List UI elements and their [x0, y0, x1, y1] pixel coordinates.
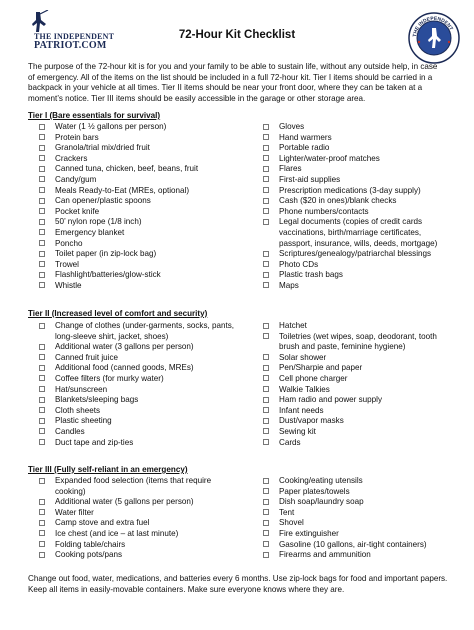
checklist-item[interactable]: [28, 395, 238, 406]
checklist-item-label: Coffee filters (for murky water): [55, 373, 164, 383]
checklist-item[interactable]: [252, 217, 452, 249]
checkbox[interactable]: [263, 509, 269, 515]
checkbox[interactable]: [39, 251, 45, 257]
checkbox[interactable]: [39, 439, 45, 445]
checkbox[interactable]: [263, 530, 269, 536]
checklist-item[interactable]: [28, 321, 238, 342]
checklist-item[interactable]: [252, 321, 452, 332]
checklist-item-label: Firearms and ammunition: [279, 550, 371, 560]
checklist-item-label: Dust/vapor masks: [279, 416, 344, 426]
checkbox[interactable]: [263, 397, 269, 403]
checkbox[interactable]: [263, 541, 269, 547]
checklist-item-label: Poncho: [55, 238, 83, 248]
checklist-item[interactable]: [28, 281, 238, 292]
checkbox[interactable]: [39, 187, 45, 193]
checklist-item-label: First-aid supplies: [279, 174, 341, 184]
checklist-item-label: Hatchet: [279, 321, 307, 330]
checklist-item-label: Camp stove and extra fuel: [55, 518, 150, 528]
checkbox[interactable]: [263, 418, 269, 424]
checklist-item[interactable]: [28, 270, 238, 281]
checklist-item-label: Protein bars: [55, 132, 99, 142]
checkbox[interactable]: [39, 261, 45, 267]
checkbox[interactable]: [39, 198, 45, 204]
checklist-item-label: Paper plates/towels: [279, 486, 350, 496]
checklist-item-label: Trowel: [55, 259, 79, 269]
checklist-item-label: Legal documents (copies of credit cards vaccinations, birth/marriage certificates, passport, insurance, wills, deeds, mortgage): [279, 217, 438, 248]
checklist-item-label: Plastic sheeting: [55, 416, 112, 426]
checklist-item[interactable]: [28, 143, 238, 154]
checkbox[interactable]: [39, 541, 45, 547]
checkbox[interactable]: [39, 509, 45, 515]
checklist-item[interactable]: [28, 207, 238, 218]
footer-note: Change out food, water, medications, and batteries every 6 months. Use zip-lock bags for food and important papers. Keep all items in easily-movable containers. Make sure everyone knows where they are.: [28, 574, 448, 594]
checklist-item[interactable]: [252, 281, 452, 292]
checklist-item-label: Duct tape and zip-ties: [55, 437, 134, 447]
checklist-item[interactable]: [252, 154, 452, 165]
checklist-item-label: Water (1 ½ gallons per person): [55, 122, 167, 131]
checkbox[interactable]: [263, 365, 269, 371]
checkbox[interactable]: [39, 407, 45, 413]
checkbox[interactable]: [263, 166, 269, 172]
checklist-item[interactable]: [28, 228, 238, 239]
checkbox[interactable]: [39, 386, 45, 392]
checklist-item[interactable]: [28, 196, 238, 207]
checkbox[interactable]: [263, 208, 269, 214]
checklist-item[interactable]: [252, 353, 452, 364]
checklist-item-label: Change of clothes (under-garments, socks, pants, long-sleeve shirt, jacket, shoes): [55, 321, 235, 341]
checklist-item-label: Blankets/sleeping bags: [55, 395, 139, 405]
seal-logo: [408, 12, 460, 64]
checkbox[interactable]: [263, 478, 269, 484]
checkbox[interactable]: [263, 520, 269, 526]
checklist-item-label: Additional food (canned goods, MREs): [55, 363, 194, 373]
checklist-item-label: Ice chest (and ice – at last minute): [55, 528, 179, 538]
checkbox[interactable]: [39, 176, 45, 182]
checklist-item[interactable]: [28, 550, 238, 561]
checklist-item-label: Candles: [55, 426, 85, 436]
checklist-item[interactable]: [252, 395, 452, 406]
checklist-item[interactable]: [252, 529, 452, 540]
checklist-item[interactable]: [252, 427, 452, 438]
checklist-item-label: Additional water (3 gallons per person): [55, 342, 194, 352]
checklist-item[interactable]: [28, 406, 238, 417]
checklist-item-label: Lighter/water-proof matches: [279, 153, 380, 163]
checkbox[interactable]: [263, 439, 269, 445]
checklist-item[interactable]: [252, 416, 452, 427]
checkbox[interactable]: [39, 397, 45, 403]
checklist-item-label: Plastic trash bags: [279, 270, 343, 280]
checkbox[interactable]: [39, 240, 45, 246]
checklist-item-label: Cloth sheets: [55, 405, 100, 415]
logo-line-2: PATRIOT.COM: [34, 40, 107, 51]
checklist-item-label: Can opener/plastic spoons: [55, 196, 151, 206]
checkbox[interactable]: [39, 520, 45, 526]
tier-3-left-list: [28, 476, 238, 561]
checklist-item-label: Prescription medications (3-day supply): [279, 185, 421, 195]
checklist-item[interactable]: [252, 207, 452, 218]
checklist-item-label: Pen/Sharpie and paper: [279, 363, 363, 373]
checklist-item[interactable]: [252, 363, 452, 374]
checklist-item-label: Candy/gum: [55, 174, 97, 184]
tier-1-left-list: [28, 122, 238, 292]
checklist-item[interactable]: [252, 487, 452, 498]
checkbox[interactable]: [263, 499, 269, 505]
checklist-item[interactable]: [28, 133, 238, 144]
checklist-item-label: Photo CDs: [279, 259, 319, 269]
checklist-item-label: Meals Ready-to-Eat (MREs, optional): [55, 185, 190, 195]
checklist-item[interactable]: [252, 550, 452, 561]
intro-paragraph: The purpose of the 72-hour kit is for you and your family to be able to sustain life, without any outside help, in case of emergency. All of the items on the list should be included in a full 72-hour kit. Tier I items should be carried in a backpack in your vehicle at all times. Tier II items should be near your front door, where they can be taken at a moment’s notice. Tier III items should be easily accessible in the garage or other storage area.: [28, 62, 438, 103]
checklist-item[interactable]: [252, 143, 452, 154]
checkbox[interactable]: [263, 272, 269, 278]
checklist-item[interactable]: [28, 427, 238, 438]
checkbox[interactable]: [39, 229, 45, 235]
checklist-item[interactable]: [28, 164, 238, 175]
checklist-item-label: Cash ($20 in ones)/blank checks: [279, 196, 397, 206]
checkbox[interactable]: [39, 219, 45, 225]
checkbox[interactable]: [39, 552, 45, 558]
checkbox[interactable]: [263, 251, 269, 257]
checklist-item-label: Sewing kit: [279, 426, 316, 436]
checklist-item-label: Dish soap/laundry soap: [279, 497, 364, 507]
checkbox[interactable]: [39, 499, 45, 505]
checklist-item-label: Shovel: [279, 518, 304, 528]
checklist-item[interactable]: [28, 540, 238, 551]
checkbox[interactable]: [39, 282, 45, 288]
checklist-item[interactable]: [252, 518, 452, 529]
checklist-item[interactable]: [28, 363, 238, 374]
checklist-item-label: Walkie Talkies: [279, 384, 330, 394]
checklist-item-label: Hat/sunscreen: [55, 384, 108, 394]
checklist-item-label: Solar shower: [279, 352, 327, 362]
checkbox[interactable]: [39, 145, 45, 151]
checklist-item-label: Emergency blanket: [55, 227, 125, 237]
checklist-item[interactable]: [28, 508, 238, 519]
checklist-item[interactable]: [28, 529, 238, 540]
checkbox[interactable]: [263, 155, 269, 161]
checklist-item[interactable]: [28, 217, 238, 228]
checklist-item-label: Crackers: [55, 153, 88, 163]
checklist-item[interactable]: [28, 438, 238, 449]
checklist-item-label: Folding table/chairs: [55, 539, 126, 549]
checklist-item-label: Portable radio: [279, 143, 330, 153]
checklist-item[interactable]: [252, 175, 452, 186]
checklist-item-label: Phone numbers/contacts: [279, 206, 369, 216]
checkbox[interactable]: [39, 354, 45, 360]
checklist-item[interactable]: [28, 249, 238, 260]
checkbox[interactable]: [263, 134, 269, 140]
checklist-item-label: Hand warmers: [279, 132, 332, 142]
checkbox[interactable]: [39, 323, 45, 329]
checklist-item[interactable]: [28, 175, 238, 186]
checkbox[interactable]: [263, 187, 269, 193]
checklist-item[interactable]: [28, 518, 238, 529]
checkbox[interactable]: [39, 365, 45, 371]
checklist-item-label: Cooking pots/pans: [55, 550, 123, 560]
checkbox[interactable]: [39, 478, 45, 484]
checkbox[interactable]: [263, 386, 269, 392]
checkbox[interactable]: [39, 418, 45, 424]
checklist-item[interactable]: [252, 164, 452, 175]
checklist-item-label: Tent: [279, 507, 295, 517]
tier-2-right-list: [252, 321, 452, 448]
checklist-item[interactable]: [28, 476, 238, 497]
checklist-item[interactable]: [252, 406, 452, 417]
checklist-item[interactable]: [28, 154, 238, 165]
checklist-item-label: Granola/trial mix/dried fruit: [55, 143, 150, 153]
checkbox[interactable]: [263, 488, 269, 494]
tier-2-left-list: [28, 321, 238, 448]
checklist-item[interactable]: [28, 122, 238, 133]
checkbox[interactable]: [263, 333, 269, 339]
tier-3-heading: Tier III (Fully self-reliant in an emergency): [28, 465, 188, 474]
checklist-item[interactable]: [28, 497, 238, 508]
checklist-item[interactable]: [252, 374, 452, 385]
checkbox[interactable]: [39, 134, 45, 140]
checkbox[interactable]: [263, 323, 269, 329]
checkbox[interactable]: [263, 124, 269, 130]
checklist-item[interactable]: [28, 260, 238, 271]
tier-1-heading: Tier I (Bare essentials for survival): [28, 111, 161, 120]
checklist-item[interactable]: [28, 353, 238, 364]
checkbox[interactable]: [263, 282, 269, 288]
checklist-item-label: Cooking/eating utensils: [279, 476, 363, 485]
checklist-item-label: Water filter: [55, 507, 94, 517]
checklist-item[interactable]: [28, 186, 238, 197]
checklist-item-label: 50’ nylon rope (1/8 inch): [55, 217, 142, 227]
checklist-item[interactable]: [252, 196, 452, 207]
checklist-item[interactable]: [252, 122, 452, 133]
checklist-item[interactable]: [28, 416, 238, 427]
checklist-item[interactable]: [28, 342, 238, 353]
logo-line-1: THE INDEPENDENT: [34, 32, 115, 41]
checklist-item-label: Toiletries (wet wipes, soap, deodorant, tooth brush and paste, feminine hygiene): [279, 331, 437, 352]
checklist-item-label: Pocket knife: [55, 206, 100, 216]
checklist-item[interactable]: [252, 476, 452, 487]
checklist-item[interactable]: [252, 385, 452, 396]
checklist-item[interactable]: [252, 508, 452, 519]
checklist-item[interactable]: [252, 186, 452, 197]
checklist-item-label: Canned tuna, chicken, beef, beans, fruit: [55, 164, 199, 174]
checkbox[interactable]: [39, 166, 45, 172]
checkbox[interactable]: [39, 208, 45, 214]
checklist-item[interactable]: [252, 133, 452, 144]
tier-2-heading: Tier II (Increased level of comfort and security): [28, 309, 208, 318]
checklist-item-label: Flashlight/batteries/glow-stick: [55, 270, 161, 280]
checklist-item-label: Cards: [279, 437, 301, 447]
checklist-item[interactable]: [28, 239, 238, 250]
checklist-item-label: Maps: [279, 280, 299, 290]
checklist-item-label: Fire extinguisher: [279, 528, 339, 538]
checkbox[interactable]: [263, 552, 269, 558]
checklist-item[interactable]: [252, 540, 452, 551]
checklist-item-label: Ham radio and power supply: [279, 395, 383, 405]
checkbox[interactable]: [263, 354, 269, 360]
checklist-item-label: Gloves: [279, 122, 305, 131]
checkbox[interactable]: [39, 272, 45, 278]
checkbox[interactable]: [39, 124, 45, 130]
checklist-item-label: Cell phone charger: [279, 373, 348, 383]
checkbox[interactable]: [263, 219, 269, 225]
checkbox[interactable]: [263, 407, 269, 413]
checklist-item[interactable]: [28, 374, 238, 385]
checkbox[interactable]: [263, 261, 269, 267]
checkbox[interactable]: [263, 198, 269, 204]
checklist-item-label: Toilet paper (in zip-lock bag): [55, 249, 157, 259]
checklist-item-label: Infant needs: [279, 405, 324, 415]
checklist-item[interactable]: [28, 385, 238, 396]
checkbox[interactable]: [39, 375, 45, 381]
checklist-item[interactable]: [252, 497, 452, 508]
svg-text:THE INDEPENDENT: THE INDEPENDENT: [412, 15, 454, 38]
checkbox[interactable]: [263, 176, 269, 182]
checklist-item-label: Canned fruit juice: [55, 352, 118, 362]
checklist-item[interactable]: [252, 438, 452, 449]
checklist-item-label: Additional water (5 gallons per person): [55, 497, 194, 507]
checklist-item[interactable]: [252, 260, 452, 271]
checklist-item-label: Expanded food selection (items that require cooking): [55, 476, 212, 496]
checkbox[interactable]: [263, 428, 269, 434]
checkbox[interactable]: [263, 145, 269, 151]
checkbox[interactable]: [39, 155, 45, 161]
checkbox[interactable]: [39, 530, 45, 536]
checklist-item[interactable]: [252, 249, 452, 260]
checklist-item-label: Gasoline (10 gallons, air-tight containers): [279, 539, 427, 549]
checkbox[interactable]: [39, 428, 45, 434]
checklist-item[interactable]: [252, 270, 452, 281]
checkbox[interactable]: [39, 344, 45, 350]
tier-1-right-list: [252, 122, 452, 292]
checklist-item-label: Scriptures/genealogy/patriarchal blessings: [279, 249, 432, 259]
tier-3-right-list: [252, 476, 452, 561]
checklist-item-label: Whistle: [55, 280, 82, 290]
checklist-item[interactable]: [252, 332, 452, 353]
checklist-item-label: Flares: [279, 164, 302, 174]
checkbox[interactable]: [263, 375, 269, 381]
page-title: 72-Hour Kit Checklist: [178, 29, 296, 41]
